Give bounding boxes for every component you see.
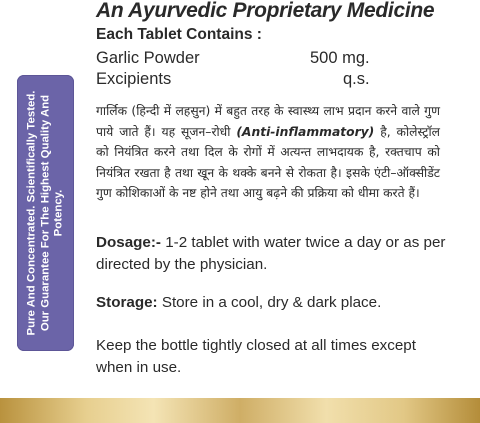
anti-inflammatory-term: (Anti-inflammatory): [236, 124, 375, 139]
quality-guarantee-text: Pure And Concentrated. Scientifically Tested. Our Guarantee For The Highest Quality And Potency.: [25, 90, 65, 336]
gold-decorative-strip: [0, 398, 480, 423]
contains-heading: Each Tablet Contains :: [96, 26, 262, 43]
storage-section: [96, 292, 446, 314]
quality-guarantee-panel: [17, 75, 74, 351]
storage-note: Keep the bottle tightly closed at all times except when in use.: [96, 337, 416, 376]
dosage-text: 1-2 tablet with water twice a day or as per directed by the physician.: [96, 234, 446, 273]
hindi-description: [96, 101, 440, 204]
dosage-label: Dosage:-: [96, 234, 161, 251]
product-title: An Ayurvedic Proprietary Medicine: [96, 0, 435, 22]
ingredient-amount: q.s.: [343, 70, 370, 88]
dosage-section: [96, 232, 446, 275]
ingredient-name: Garlic Powder: [96, 49, 200, 67]
storage-label: Storage:: [96, 294, 158, 311]
hindi-text-end: है, कोलेस्ट्रॉल को नियंत्रित करने तथा दिल के रोगों में अत्यन्त लाभदायक है, रक्तचाप को नियंत्रित रखता है तथा खून के थक्के बनने से रोकता है। इसके एंटी–ऑक्सीडेंट गुण कोशिकाओं के नष्ट होने तथा आयु बढ़ने की प्रक्रिया को धीमा करते हैं।: [96, 124, 441, 201]
ingredient-amount: 500 mg.: [310, 49, 370, 67]
storage-text: Store in a cool, dry & dark place.: [157, 294, 382, 311]
hindi-text-start: गार्लिक (हिन्दी में लहसुन) में बहुत तरह के स्वास्थ्य लाभ प्रदान करने वाले गुण पाये जाते हैं। यह सूजन–रोधी: [96, 104, 440, 139]
ingredient-name: Excipients: [96, 70, 172, 88]
